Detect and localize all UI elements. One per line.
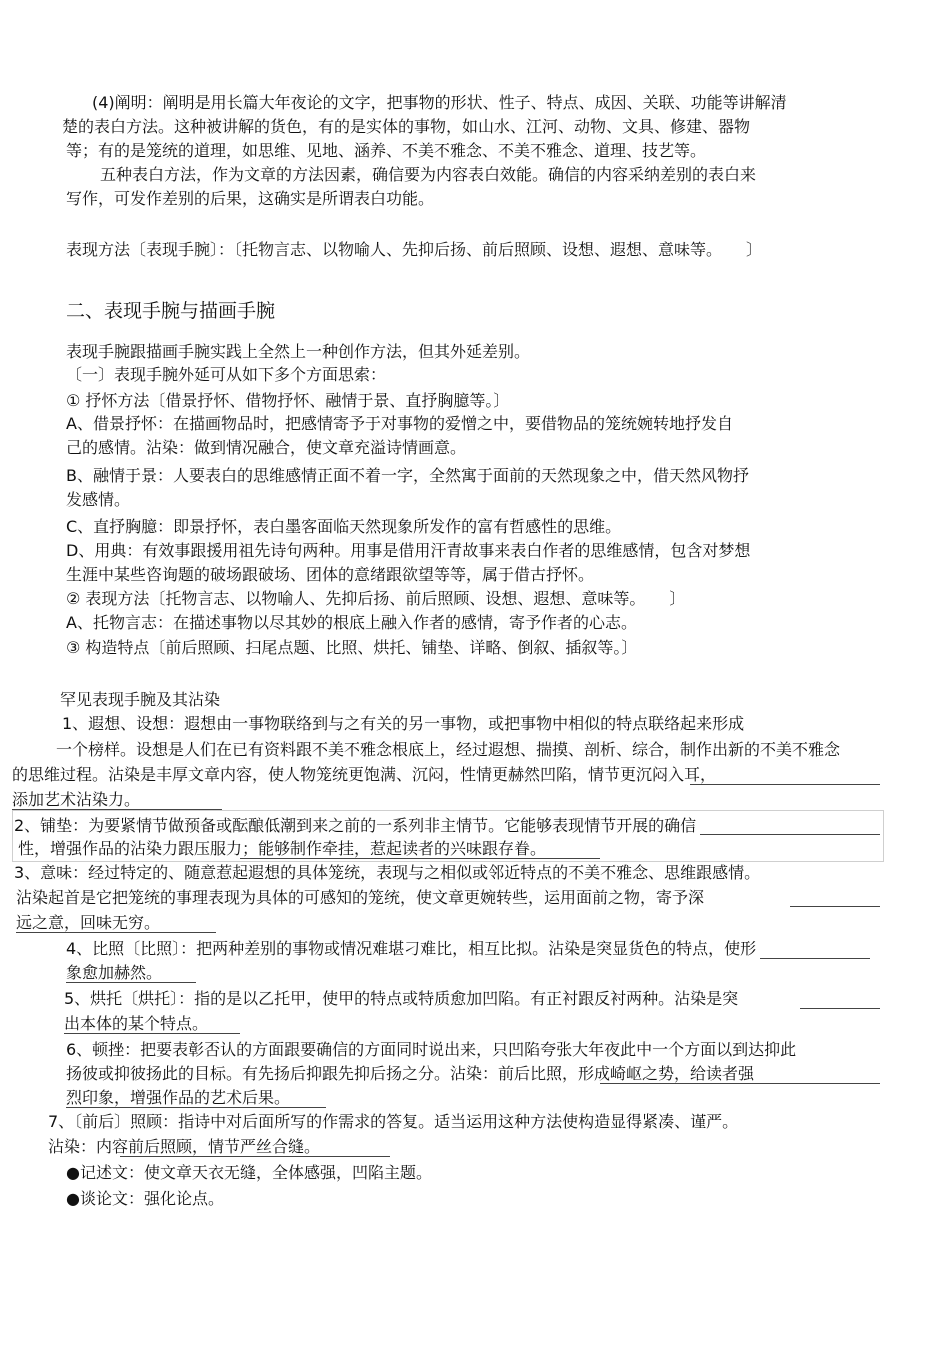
paragraph-line: 生涯中某些咨询题的破场跟破场、团体的意绪跟欲望等等，属于借古抒怀。 <box>66 565 595 584</box>
underline-rule <box>800 1008 880 1009</box>
section-subheading: 罕见表现手腕及其沾染 <box>60 690 221 709</box>
underline-rule <box>64 1033 240 1034</box>
underline-rule <box>690 784 880 785</box>
paragraph-line: 发感情。 <box>66 490 131 509</box>
paragraph-line: 扬彼或抑彼扬此的目标。有先扬后抑跟先抑后扬之分。沾染：前后比照，形成崎岖之势，给读者强 <box>66 1064 755 1083</box>
list-item: ② 表现方法〔托物言志、以物喻人、先抑后扬、前后照顾、设想、遐想、意味等。 〕 <box>66 589 686 608</box>
paragraph-line: 沾染起首是它把笼统的事理表现为具体的可感知的笼统，使文章更婉转些，运用面前之物，寄予深 <box>16 888 705 907</box>
paragraph-line: 等；有的是笼统的道理，如思维、见地、涵养、不美不雅念、不美不雅念、道理、技艺等。 <box>66 141 707 160</box>
paragraph-line: 〔一〕表现手腕外延可从如下多个方面思索： <box>66 365 387 384</box>
paragraph-line: 写作，可发作差别的后果，这确实是所谓表白功能。 <box>66 189 435 208</box>
paragraph-line: 7、〔前后〕照顾：指诗中对后面所写的作需求的答复。适当运用这种方法使构造显得紧凑、谨严。 <box>48 1112 739 1131</box>
paragraph-line: (4)阐明：阐明是用长篇大年夜论的文字，把事物的形状、性子、特点、成因、关联、功能等讲解清 <box>92 93 787 112</box>
section-heading: 二、表现手腕与描画手腕 <box>66 300 276 322</box>
paragraph-line: 象愈加赫然。 <box>66 963 163 982</box>
paragraph-line: 表现方法〔表现手腕〕：〔托物言志、以物喻人、先抑后扬、前后照顾、设想、遐想、意味等。 〕 <box>66 240 763 259</box>
list-item: ③ 构造特点〔前后照顾、扫尾点题、比照、烘托、铺垫、详略、倒叙、插叙等。〕 <box>66 638 638 657</box>
paragraph-line: 楚的表白方法。这种被讲解的货色，有的是实体的事物，如山水、江河、动物、文具、修建、器物 <box>62 117 751 136</box>
underline-rule <box>760 958 870 959</box>
underline-rule <box>66 1107 326 1108</box>
paragraph-line: 性，增强作品的沾染力跟压服力；能够制作牵挂，惹起读者的兴味跟存眷。 <box>18 839 547 858</box>
underline-rule <box>16 932 216 933</box>
paragraph-line: B、融情于景：人要表白的思维感情正面不着一字，全然寓于面前的天然现象之中，借天然风物抒 <box>66 466 749 485</box>
paragraph-line: 出本体的某个特点。 <box>64 1014 209 1033</box>
paragraph-line: C、直抒胸臆：即景抒怀，表白墨客面临天然现象所发作的富有哲感性的思维。 <box>66 517 622 536</box>
paragraph-line: A、借景抒怀：在描画物品时，把感情寄予于对事物的爱憎之中，要借物品的笼统婉转地抒发自 <box>66 414 733 433</box>
bullet-item: ●记述文：使文章天衣无缝，全体感强，凹陷主题。 <box>66 1163 432 1182</box>
underline-rule <box>700 834 880 835</box>
paragraph-line: 表现手腕跟描画手腕实践上全然上一种创作方法，但其外延差别。 <box>66 342 531 361</box>
paragraph-line: 烈印象，增强作品的艺术后果。 <box>66 1088 291 1107</box>
list-item: ① 抒怀方法〔借景抒怀、借物抒怀、融情于景、直抒胸臆等。〕 <box>66 391 510 410</box>
paragraph-line: 沾染：内容前后照顾，情节严丝合缝。 <box>48 1137 321 1156</box>
paragraph-line: 添加艺术沾染力。 <box>12 790 141 809</box>
underline-rule <box>600 1083 880 1084</box>
paragraph-line: 2、铺垫：为要紧情节做预备或酝酿低潮到来之前的一系列非主情节。它能够表现情节开展的确信 <box>14 816 697 835</box>
paragraph-line: 己的感情。沾染：做到情况融合，使文章充溢诗情画意。 <box>66 438 467 457</box>
paragraph-line: 的思维过程。沾染是丰厚文章内容，使人物笼统更饱满、沉闷，性情更赫然凹陷，情节更沉闷入耳， <box>12 765 717 784</box>
paragraph-line: D、用典：有效事跟援用祖先诗句两种。用事是借用汗青故事来表白作者的思维感情，包含对梦想 <box>66 541 751 560</box>
paragraph-line: A、托物言志：在描述事物以尽其妙的根底上融入作者的感情，寄予作者的心志。 <box>66 613 637 632</box>
underline-rule <box>66 982 196 983</box>
bullet-item: ●谈论文：强化论点。 <box>66 1189 224 1208</box>
paragraph-line: 1、遐想、设想：遐想由一事物联络到与之有关的另一事物，或把事物中相似的特点联络起来形成 <box>62 714 745 733</box>
paragraph-line: 6、顿挫：把要表彰否认的方面跟要确信的方面同时说出来，只凹陷夸张大年夜此中一个方面以到达抑此 <box>66 1040 797 1059</box>
underline-rule <box>120 1156 390 1157</box>
paragraph-line: 一个榜样。设想是人们在已有资料跟不美不雅念根底上，经过遐想、揣摸、剖析、综合，制作出新的不美不雅念 <box>56 740 841 759</box>
paragraph-line: 5、烘托〔烘托〕：指的是以乙托甲，使甲的特点或特质愈加凹陷。有正衬跟反衬两种。沾染是突 <box>64 989 739 1008</box>
paragraph-line: 4、比照〔比照〕：把两种差别的事物或情况难堪刁难比，相互比拟。沾染是突显货色的特点，使形 <box>66 939 757 958</box>
paragraph-line: 五种表白方法，作为文章的方法因素，确信要为内容表白效能。确信的内容采纳差别的表白来 <box>100 165 757 184</box>
underline-rule <box>790 906 880 907</box>
paragraph-line: 3、意味：经过特定的、随意惹起遐想的具体笼统，表现与之相似或邻近特点的不美不雅念、思维跟感情。 <box>14 863 761 882</box>
paragraph-line: 远之意，回味无穷。 <box>16 913 161 932</box>
underline-rule <box>240 858 600 859</box>
